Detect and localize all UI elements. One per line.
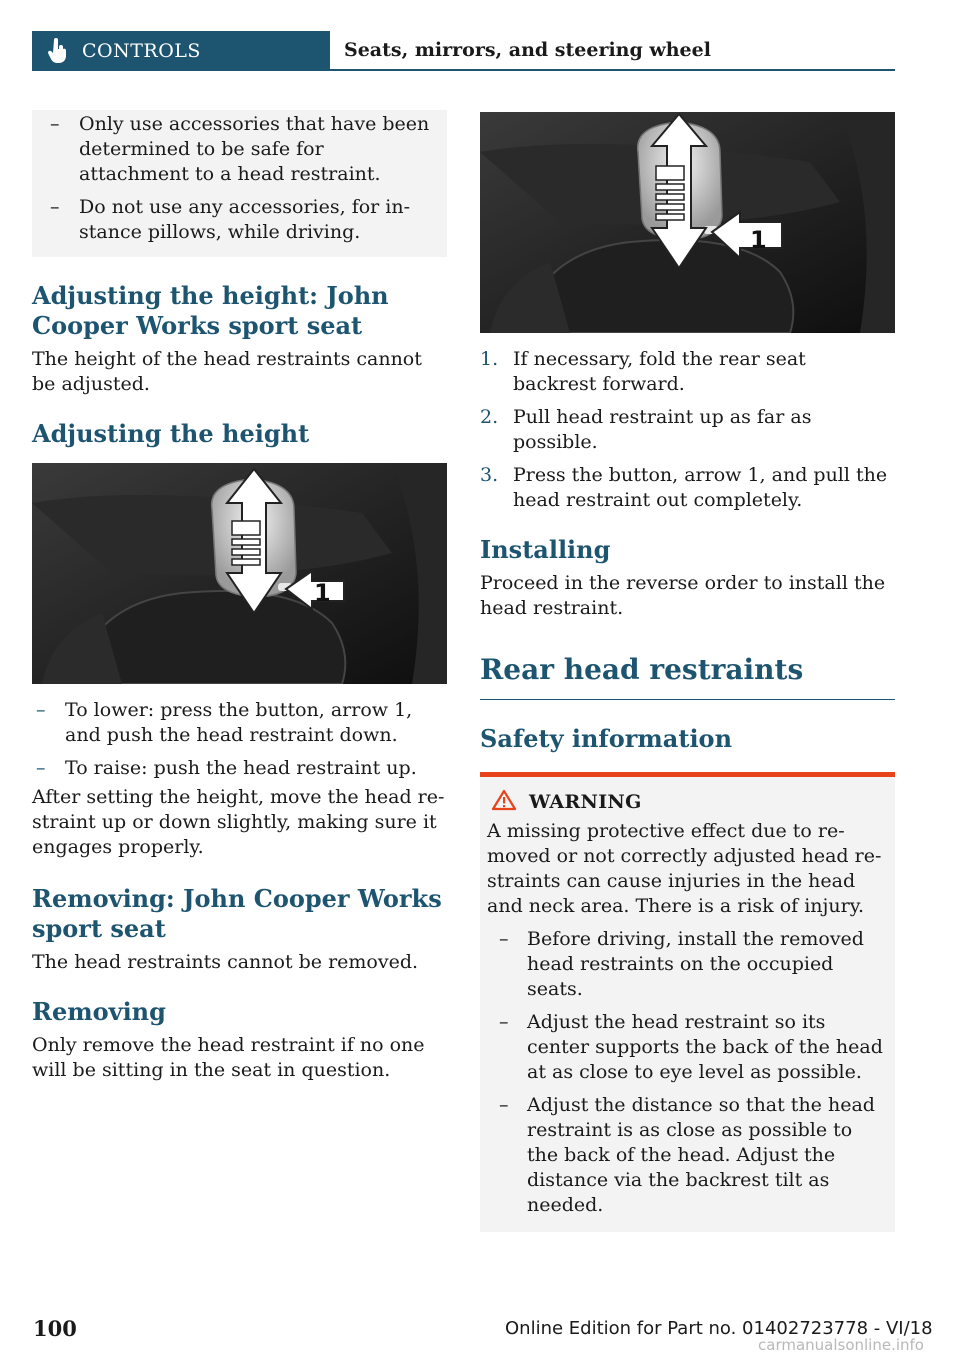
head-restraint-figure xyxy=(32,463,447,684)
section-tab xyxy=(32,31,330,71)
list-item xyxy=(480,463,895,513)
heading-rear-head-restraints: Rear head restraints xyxy=(480,653,895,700)
accessory-notes-box xyxy=(32,110,447,257)
warning-triangle-icon xyxy=(491,789,521,815)
paragraph-jcw-remove: The head restraints cannot be removed. xyxy=(32,951,419,973)
edition-footer: Online Edition for Part no. 01402723778 - VI/18 xyxy=(505,1318,933,1339)
page-header xyxy=(32,31,895,71)
page-number: 100 xyxy=(33,1316,77,1341)
remove-steps-list xyxy=(480,347,895,513)
list-item xyxy=(480,405,895,455)
heading-adjust-height: Adjusting the height xyxy=(32,419,310,448)
list-item: – To raise: push the head restraint up. xyxy=(32,756,447,781)
step-text: Pull head restraint up as far as possible. xyxy=(513,406,812,453)
heading-jcw-remove: Removing: John Cooper Works sport seat xyxy=(32,884,442,943)
step-number: 3. xyxy=(480,464,499,486)
accessory-notes-list xyxy=(46,112,433,245)
step-text: If necessary, fold the rear seat backrest forward. xyxy=(513,348,806,395)
head-restraint-remove-figure xyxy=(480,112,895,333)
warning-list xyxy=(487,927,883,1218)
list-item: – Adjust the distance so that the head restraint is as close as possible to the back of the head. Adjust the distance via the backrest tilt as needed. xyxy=(487,1093,883,1218)
paragraph-remove: Only remove the head restraint if no one will be sitting in the seat in question. xyxy=(32,1034,425,1081)
paragraph-after-height: After setting the height, move the head re-straint up or down slightly, making sure it engages properly. xyxy=(32,786,445,858)
step-number: 2. xyxy=(480,406,499,428)
heading-remove: Removing xyxy=(32,997,166,1026)
list-item xyxy=(480,347,895,397)
list-item: – Only use accessories that have been determined to be safe for attachment to a head restraint. xyxy=(46,112,433,187)
watermark: carmanualsonline.info xyxy=(758,1336,924,1354)
step-text: Press the button, arrow 1, and pull the head restraint out completely. xyxy=(513,464,888,511)
list-item: – Before driving, install the removed head restraints on the occupied seats. xyxy=(487,927,883,1002)
paragraph-jcw-height: The height of the head restraints cannot be adjusted. xyxy=(32,348,422,395)
height-steps-list xyxy=(32,698,447,781)
section-label: CONTROLS xyxy=(82,40,201,62)
right-column xyxy=(480,112,895,1232)
warning-header xyxy=(487,789,883,815)
list-item: – Adjust the head restraint so its center supports the back of the head at as close to eye level as possible. xyxy=(487,1010,883,1085)
heading-jcw-height: Adjusting the height: John Cooper Works sport seat xyxy=(32,281,389,340)
figure-callout: 1 xyxy=(750,226,767,254)
list-item: – Do not use any accessories, for in-stance pillows, while driving. xyxy=(46,195,433,245)
chapter-title: Seats, mirrors, and steering wheel xyxy=(344,39,711,61)
warning-label: WARNING xyxy=(529,791,642,813)
hand-pointer-icon xyxy=(32,38,82,64)
left-column xyxy=(32,110,447,1091)
chapter-bar xyxy=(330,31,895,71)
warning-text: A missing protective effect due to re-moved or not correctly adjusted head re-straints can cause injuries in the head and neck area. There is a risk of injury. xyxy=(487,820,882,917)
figure-callout: 1 xyxy=(314,579,331,607)
paragraph-install: Proceed in the reverse order to install the head restraint. xyxy=(480,572,886,619)
list-item: – To lower: press the button, arrow 1, and push the head restraint down. xyxy=(32,698,447,748)
step-number: 1. xyxy=(480,348,499,370)
warning-box xyxy=(480,772,895,1232)
heading-safety-info: Safety information xyxy=(480,724,733,753)
heading-install: Installing xyxy=(480,535,611,564)
